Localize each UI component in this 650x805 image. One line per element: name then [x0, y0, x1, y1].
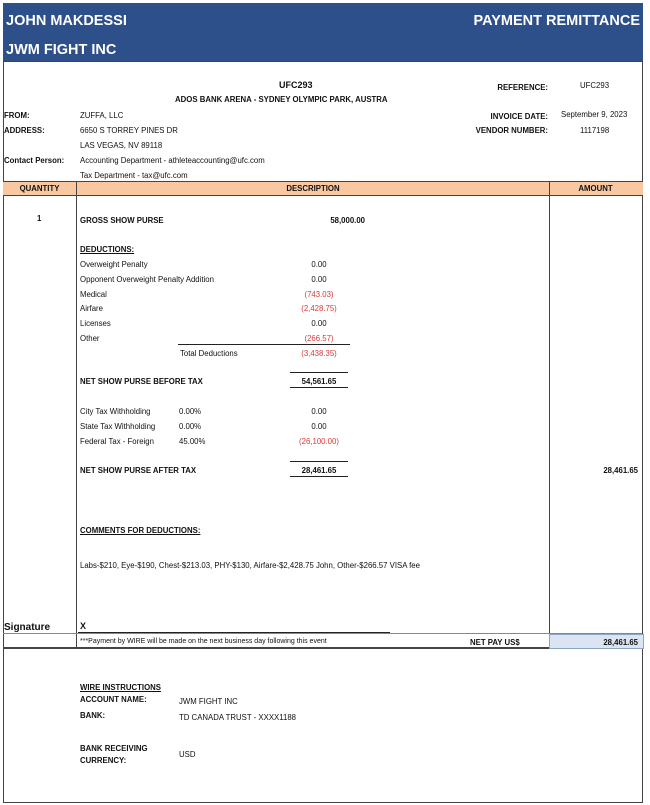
from-value: ZUFFA, LLC: [80, 111, 124, 120]
deduction-label: Opponent Overweight Penalty Addition: [80, 275, 214, 284]
address-line-2: LAS VEGAS, NV 89118: [80, 141, 163, 150]
deduction-value: 0.00: [311, 319, 327, 328]
column-divider: [549, 181, 550, 647]
payee-name: JOHN MAKDESSI: [6, 13, 127, 29]
deductions-title: DEDUCTIONS:: [80, 245, 135, 254]
quantity-column-header: QUANTITY: [19, 184, 60, 193]
event-name: UFC293: [279, 80, 313, 90]
deduction-value: (266.57): [304, 334, 334, 343]
reference-label: REFERENCE:: [497, 83, 548, 92]
total-deductions-value: (3,438.35): [301, 349, 337, 358]
reference-value: UFC293: [580, 81, 610, 90]
signature-label: Signature: [4, 622, 51, 633]
tax-value: 0.00: [311, 422, 327, 431]
tax-value: (26,100.00): [299, 437, 339, 446]
column-divider: [76, 181, 77, 195]
bank-value: TD CANADA TRUST - XXXX1188: [179, 713, 296, 722]
tax-label: State Tax Withholding: [80, 422, 156, 431]
tax-label: Federal Tax - Foreign: [80, 437, 154, 446]
account-name-label: ACCOUNT NAME:: [80, 695, 147, 704]
currency-label-line-1: BANK RECEIVING: [80, 744, 148, 753]
deduction-label: Overweight Penalty: [80, 260, 148, 269]
gross-show-purse-label: GROSS SHOW PURSE: [80, 216, 164, 225]
wire-frame: [3, 647, 643, 803]
subtotal-rule: [178, 344, 350, 345]
net-before-tax-label: NET SHOW PURSE BEFORE TAX: [80, 377, 203, 386]
deduction-value: 0.00: [311, 275, 327, 284]
subtotal-rule: [290, 461, 348, 462]
subtotal-rule: [290, 387, 348, 388]
from-label: FROM:: [4, 111, 30, 120]
gross-show-purse-value: 58,000.00: [330, 216, 365, 225]
address-label: ADDRESS:: [4, 126, 45, 135]
net-pay-label: NET PAY US$: [470, 638, 520, 647]
contact-accounting: Accounting Department - athleteaccounting@ufc.com: [80, 156, 265, 165]
deduction-label: Licenses: [80, 319, 111, 328]
net-after-tax-value: 28,461.65: [301, 466, 337, 475]
tax-rate: 0.00%: [179, 407, 202, 416]
deduction-label: Airfare: [80, 304, 103, 313]
bank-label: BANK:: [80, 711, 106, 720]
vendor-number-value: 1117198: [580, 126, 610, 135]
deduction-value: (743.03): [304, 290, 334, 299]
deduction-label: Other: [80, 334, 100, 343]
tax-value: 0.00: [311, 407, 327, 416]
currency-value: USD: [179, 750, 196, 759]
invoice-date-value: September 9, 2023: [561, 110, 628, 119]
contact-tax: Tax Department - tax@ufc.com: [80, 171, 188, 180]
row-rule: [3, 633, 642, 634]
subtotal-rule: [290, 372, 348, 373]
net-after-tax-label: NET SHOW PURSE AFTER TAX: [80, 466, 197, 475]
event-venue: ADOS BANK ARENA - SYDNEY OLYMPIC PARK, AUSTRA: [175, 95, 388, 104]
column-divider: [76, 181, 77, 647]
document-title: PAYMENT REMITTANCE: [473, 13, 640, 29]
deduction-value: 0.00: [311, 260, 327, 269]
tax-rate: 45.00%: [179, 437, 206, 446]
comments-text: Labs-$210, Eye-$190, Chest-$213.03, PHY-$130, Airfare-$2,428.75 John, Other-$266.57 VISA fee: [80, 561, 420, 570]
signature-mark: X: [80, 621, 87, 631]
deduction-value: (2,428.75): [301, 304, 337, 313]
subtotal-rule: [290, 476, 348, 477]
line-amount: 28,461.65: [603, 466, 638, 475]
deduction-label: Medical: [80, 290, 107, 299]
currency-label-line-2: CURRENCY:: [80, 756, 127, 765]
contact-label: Contact Person:: [4, 156, 65, 165]
tax-rate: 0.00%: [179, 422, 202, 431]
net-before-tax-value: 54,561.65: [301, 377, 337, 386]
header-banner: [3, 3, 643, 61]
payment-note: ***Payment by WIRE will be made on the next business day following this event: [80, 638, 327, 645]
invoice-date-label: INVOICE DATE:: [490, 112, 548, 121]
payee-company: JWM FIGHT INC: [6, 42, 117, 58]
account-name-value: JWM FIGHT INC: [179, 697, 238, 706]
amount-column-header: AMOUNT: [578, 184, 613, 193]
quantity-value: 1: [37, 214, 42, 223]
description-column-header: DESCRIPTION: [286, 184, 340, 193]
wire-instructions-title: WIRE INSTRUCTIONS: [80, 683, 161, 692]
comments-title: COMMENTS FOR DEDUCTIONS:: [80, 526, 201, 535]
vendor-number-label: VENDOR NUMBER:: [475, 126, 548, 135]
total-deductions-label: Total Deductions: [180, 349, 238, 358]
tax-label: City Tax Withholding: [80, 407, 151, 416]
address-line-1: 6650 S TORREY PINES DR: [80, 126, 178, 135]
net-pay-value: 28,461.65: [603, 638, 638, 647]
